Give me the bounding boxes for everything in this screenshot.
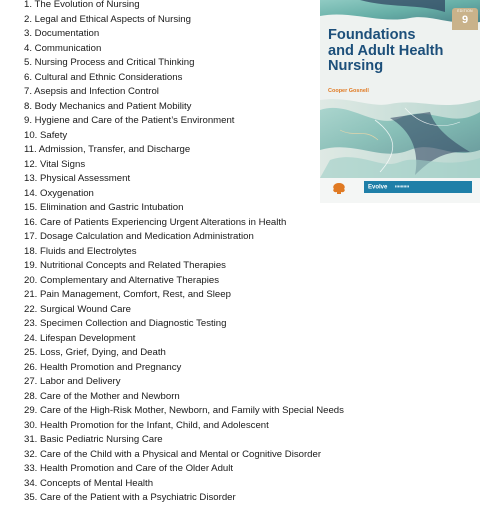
toc-chapter-item: 31. Basic Pediatric Nursing Care [24, 434, 163, 445]
toc-chapter-item: 29. Care of the High-Risk Mother, Newborn, and Family with Special Needs [24, 405, 344, 416]
toc-chapter-item: 32. Care of the Child with a Physical and Mental or Cognitive Disorder [24, 448, 322, 460]
elsevier-tree-icon [328, 180, 350, 196]
toc-chapter-item: 16. Care of Patients Experiencing Urgent Alterations in Health [24, 216, 287, 228]
evolve-banner [364, 181, 472, 193]
toc-chapter-item: 3. Documentation [24, 28, 100, 39]
toc-chapter-item: 22. Surgical Wound Care [24, 303, 132, 315]
toc-chapter-item: 6. Cultural and Ethnic Considerations [24, 71, 183, 83]
toc-chapter-item: 30. Health Promotion for the Infant, Child, and Adolescent [24, 419, 269, 431]
toc-chapter-item: 33. Health Promotion and Care of the Older Adult [24, 463, 234, 474]
toc-chapter-item: 19. Nutritional Concepts and Related Therapies [24, 260, 226, 271]
toc-chapter-item: 9. Hygiene and Care of the Patient’s Environment [24, 115, 235, 126]
book-authors: Cooper Gosnell [328, 88, 369, 94]
table-of-contents [24, 0, 344, 506]
toc-chapter-item: 15. Elimination and Gastric Intubation [24, 202, 184, 213]
toc-chapter-item: 28. Care of the Mother and Newborn [24, 390, 180, 402]
toc-chapter-item: 23. Specimen Collection and Diagnostic Testing [24, 318, 227, 329]
toc-chapter-item: 12. Vital Signs [24, 158, 86, 170]
toc-chapter-item: 14. Oxygenation [24, 187, 94, 199]
toc-chapter-item: 34. Concepts of Mental Health [24, 477, 154, 489]
toc-chapter-item: 5. Nursing Process and Critical Thinking [24, 57, 195, 68]
toc-chapter-item: 20. Complementary and Alternative Therapies [24, 274, 220, 286]
toc-chapter-item: 26. Health Promotion and Pregnancy [24, 361, 182, 373]
edition-label: EDITION [457, 9, 473, 13]
toc-chapter-item: 21. Pain Management, Comfort, Rest, and Sleep [24, 289, 231, 300]
book-title-line-2: and Adult Health [328, 42, 444, 59]
toc-chapter-item: 11. Admission, Transfer, and Discharge [24, 144, 191, 155]
toc-chapter-item: 13. Physical Assessment [24, 173, 131, 184]
toc-chapter-item: 27. Labor and Delivery [24, 376, 121, 387]
toc-chapter-item: 18. Fluids and Electrolytes [24, 245, 137, 257]
book-title-line-1: Foundations [328, 27, 416, 43]
evolve-label: Evolve [368, 184, 388, 191]
toc-chapter-item: 17. Dosage Calculation and Medication Administration [24, 231, 254, 242]
toc-chapter-item: 10. Safety [24, 129, 68, 141]
toc-chapter-item: 25. Loss, Grief, Dying, and Death [24, 347, 166, 358]
toc-chapter-item: 8. Body Mechanics and Patient Mobility [24, 100, 192, 112]
edition-badge [452, 8, 478, 30]
toc-chapter-item: 35. Care of the Patient with a Psychiatric Disorder [24, 492, 236, 503]
book-title [328, 28, 478, 75]
book-cover[interactable] [320, 0, 480, 203]
toc-chapter-item: 24. Lifespan Development [24, 332, 136, 344]
toc-chapter-item: 4. Communication [24, 42, 102, 54]
edition-number: 9 [461, 14, 469, 26]
evolve-subtext: ▮▮▮▮▮▮▮▮▮▮ [395, 185, 410, 188]
toc-chapter-item: 7. Asepsis and Infection Control [24, 86, 159, 97]
toc-chapter-item: 2. Legal and Ethical Aspects of Nursing [24, 13, 191, 25]
toc-chapter-item: 1. The Evolution of Nursing [24, 0, 140, 10]
book-title-line-3: Nursing [328, 58, 384, 74]
